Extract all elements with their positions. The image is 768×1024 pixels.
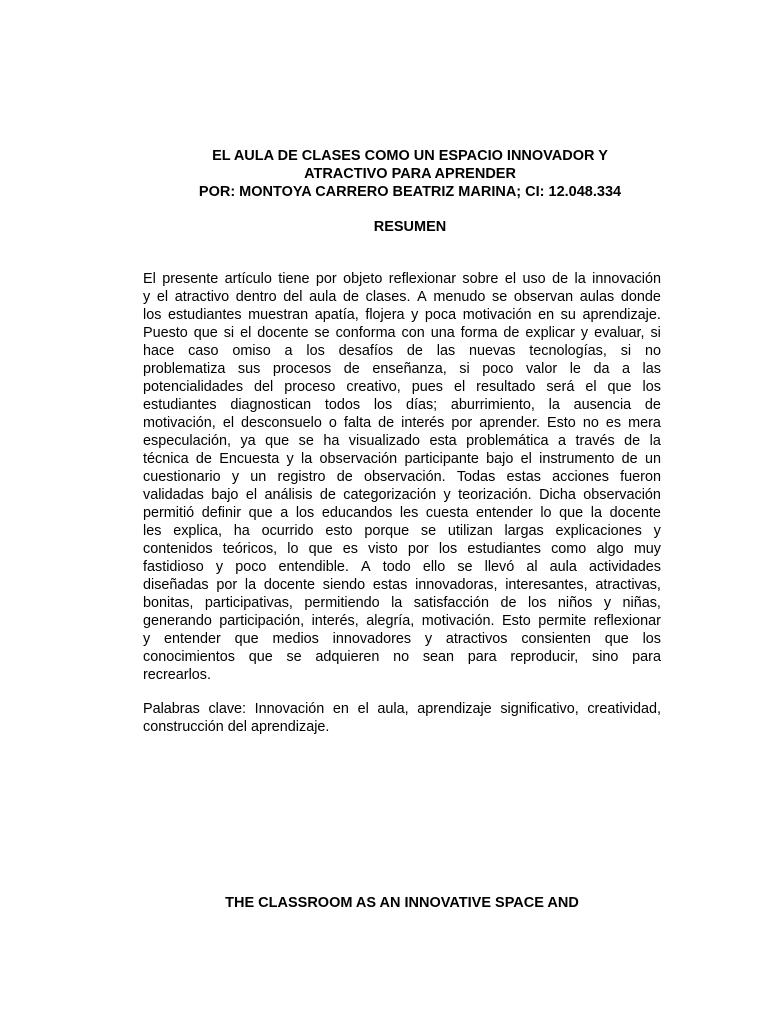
text-line: recrearlos. — [143, 667, 211, 683]
text-line: fastidioso y poco entendible. A todo ello se llevó al aula actividades — [143, 559, 661, 575]
text-line: especulación, ya que se ha visualizado esta problemática a través de la — [143, 433, 661, 449]
abstract-paragraph — [143, 270, 661, 684]
text-line: contenidos teóricos, lo que es visto por los estudiantes como algo muy — [143, 541, 661, 557]
text-line: El presente artículo tiene por objeto reflexionar sobre el uso de la innovación — [143, 271, 661, 287]
text-line: construcción del aprendizaje. — [143, 719, 330, 735]
text-line: técnica de Encuesta y la observación participante bajo el instrumento de un — [143, 451, 661, 467]
text-line: y entender que medios innovadores y atractivos consienten que los — [143, 631, 661, 647]
title-line-1: EL AULA DE CLASES COMO UN ESPACIO INNOVADOR Y — [212, 148, 608, 164]
text-line: validadas bajo el análisis de categorización y teorización. Dicha observación — [143, 487, 661, 503]
text-line: les explica, ha ocurrido esto porque se utilizan largas explicaciones y — [143, 523, 661, 539]
text-line: los estudiantes muestran apatía, flojera y poca motivación en su aprendizaje. — [143, 307, 661, 323]
keywords-paragraph — [143, 700, 661, 736]
english-title: THE CLASSROOM AS AN INNOVATIVE SPACE AND — [225, 895, 579, 911]
text-line: y el atractivo dentro del aula de clases. A menudo se observan aulas donde — [143, 289, 661, 305]
title-line-2: ATRACTIVO PARA APRENDER — [304, 166, 516, 182]
text-line: cuestionario y un registro de observación. Todas estas acciones fueron — [143, 469, 661, 485]
text-line: Palabras clave: Innovación en el aula, aprendizaje significativo, creatividad, — [143, 701, 661, 717]
text-line: generando participación, interés, alegría, motivación. Esto permite reflexionar — [143, 613, 661, 629]
text-line: motivación, el desconsuelo o falta de interés por aprender. Esto no es mera — [143, 415, 661, 431]
text-line: conocimientos que se adquieren no sean para reproducir, sino para — [143, 649, 661, 665]
text-line: permitió definir que a los educandos les cuesta entender lo que la docente — [143, 505, 661, 521]
text-line: problematiza sus procesos de enseñanza, si poco valor le da a las — [143, 361, 661, 377]
author-line: POR: MONTOYA CARRERO BEATRIZ MARINA; CI: 12.048.334 — [198, 184, 622, 200]
section-heading-resumen: RESUMEN — [373, 219, 447, 235]
text-line: potencialidades del proceso creativo, pues el resultado será el que los — [143, 379, 661, 395]
text-line: Puesto que si el docente se conforma con una forma de explicar y evaluar, si — [143, 325, 661, 341]
text-line: hace caso omiso a los desafíos de las nuevas tecnologías, si no — [143, 343, 661, 359]
text-line: estudiantes diagnostican todos los días; aburrimiento, la ausencia de — [143, 397, 661, 413]
title-block — [100, 147, 720, 201]
text-line: diseñadas por la docente siendo estas innovadoras, interesantes, atractivas, — [143, 577, 661, 593]
text-line: bonitas, participativas, permitiendo la satisfacción de los niños y niñas, — [143, 595, 661, 611]
